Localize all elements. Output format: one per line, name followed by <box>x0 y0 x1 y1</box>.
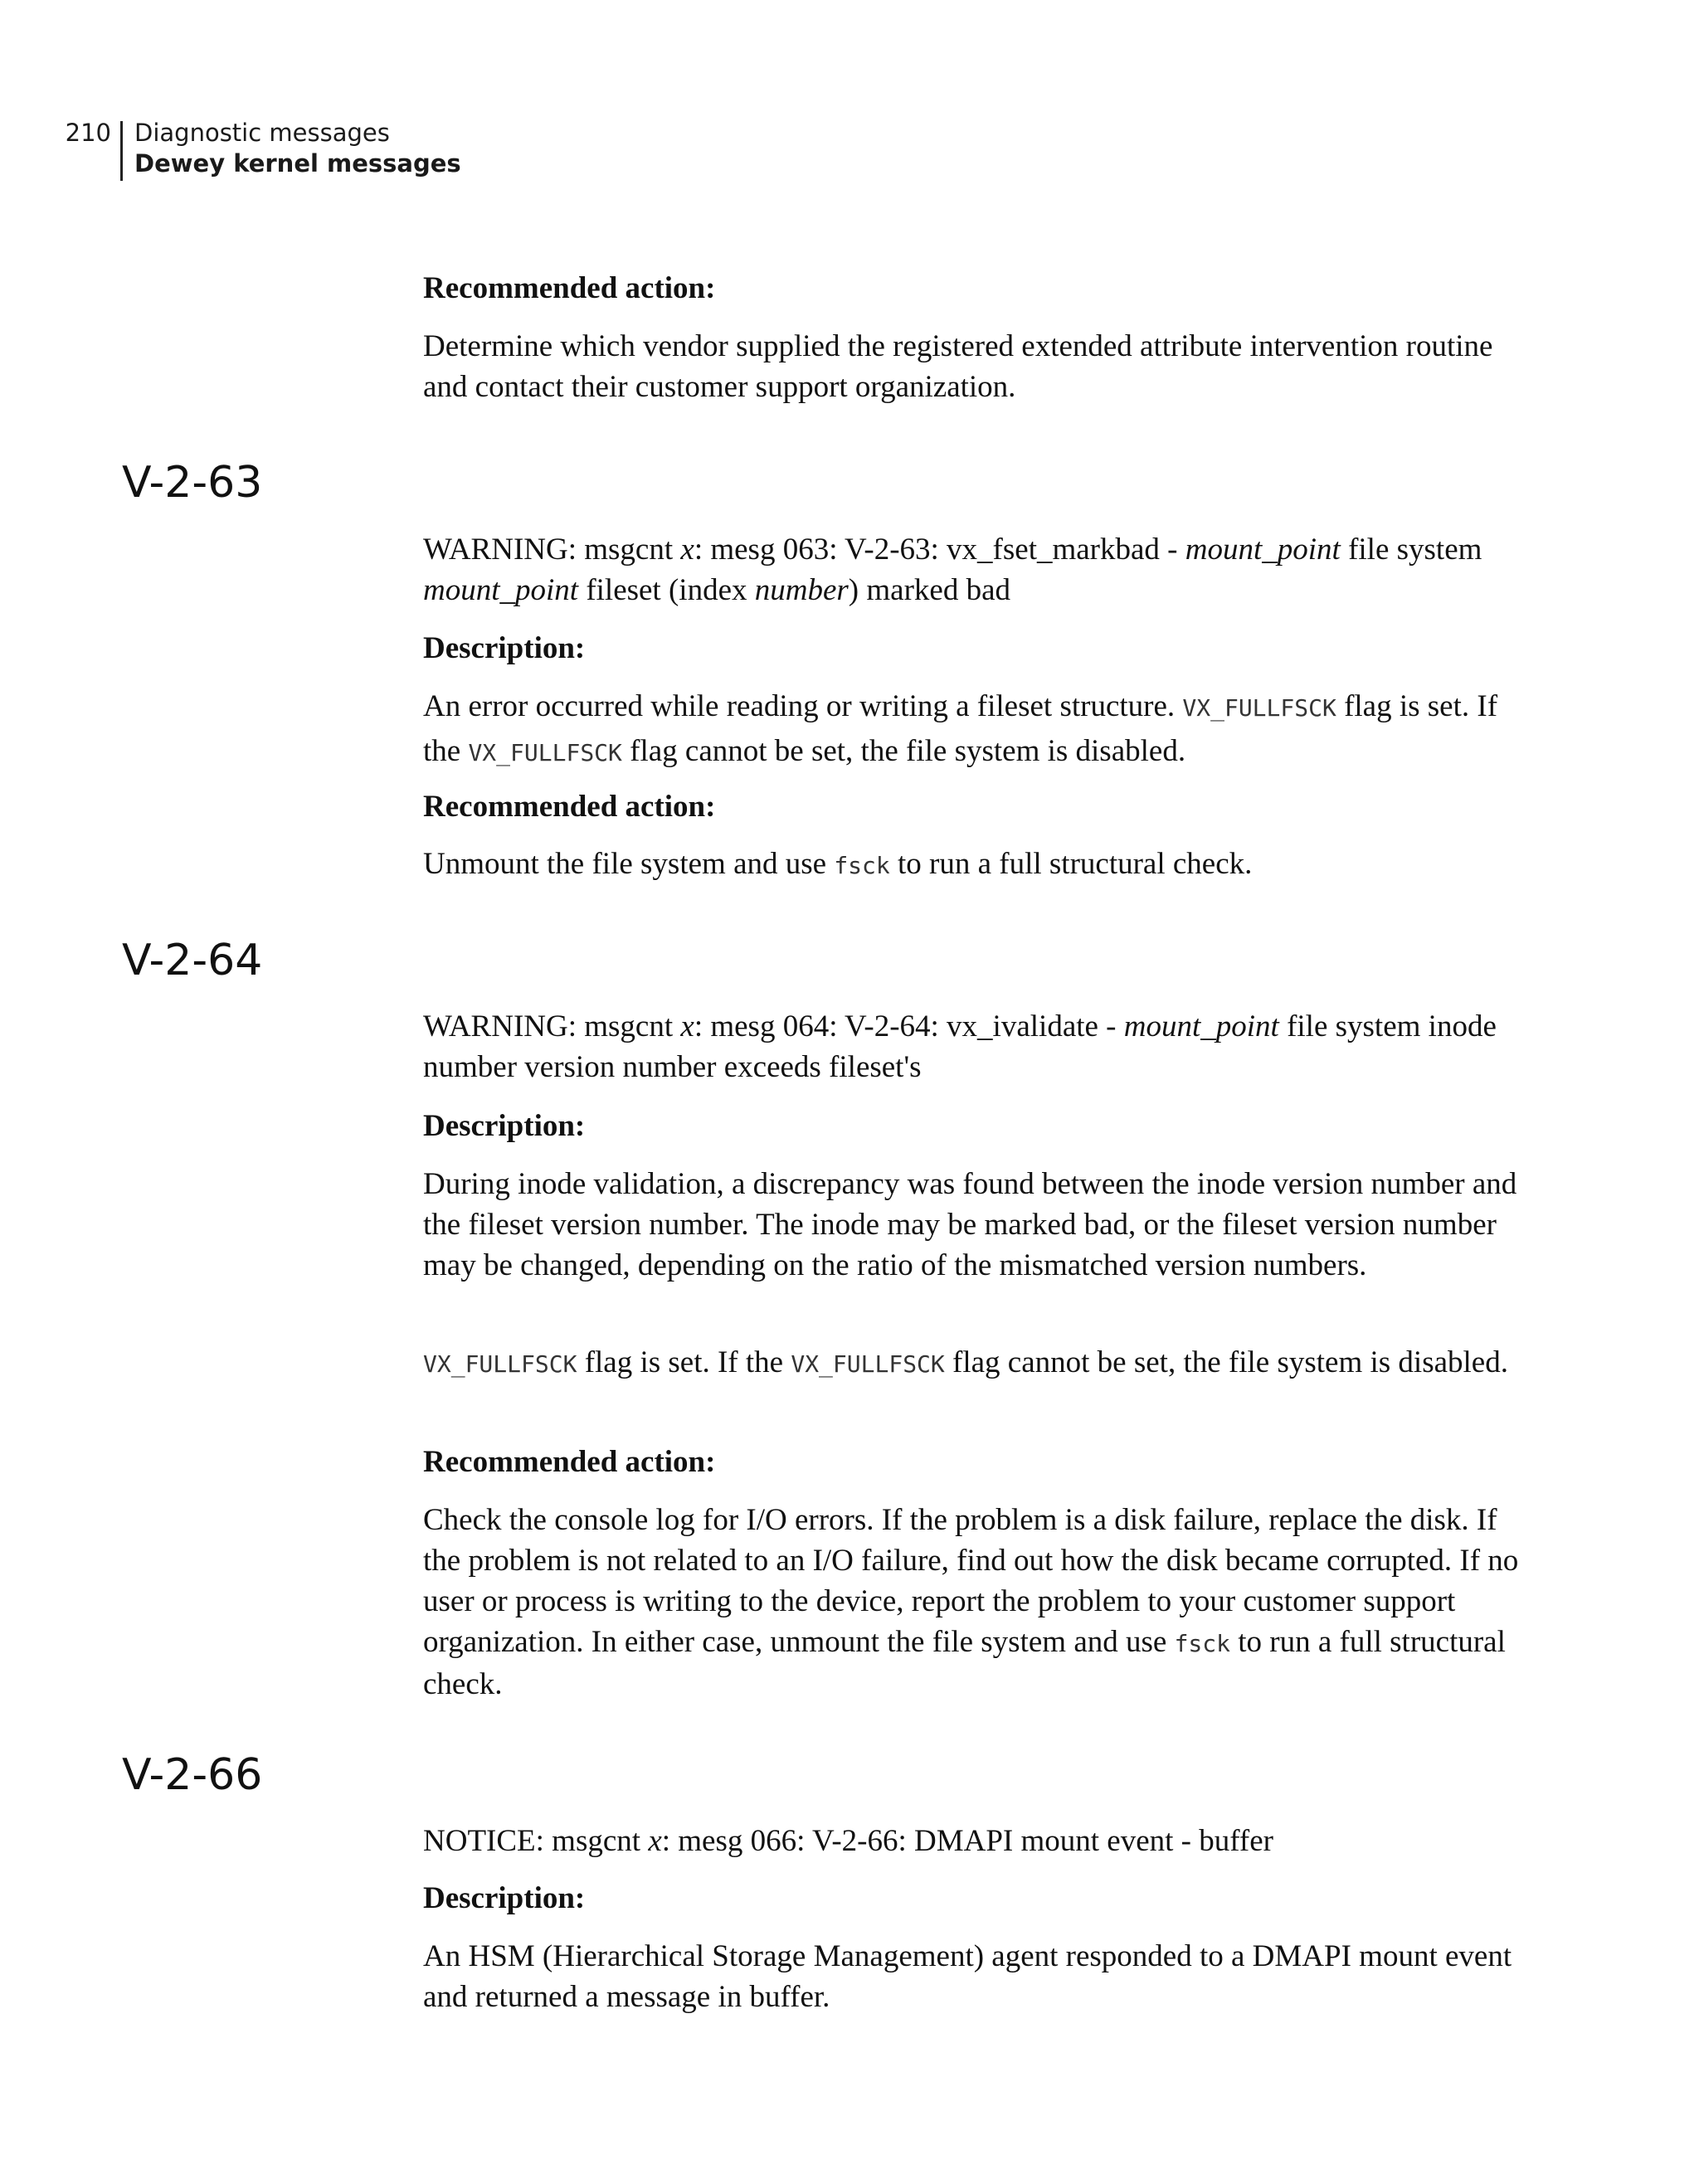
header-titles <box>134 118 461 179</box>
page-number: 210 <box>65 119 111 147</box>
intro-recommended-text-block <box>423 326 1526 407</box>
header-divider <box>120 121 123 181</box>
chapter-title: Diagnostic messages <box>134 119 390 147</box>
v264-flag <box>423 1341 1526 1386</box>
v266-description-label-block <box>423 1878 1526 1919</box>
v263-recommended <box>423 844 1526 886</box>
v264-recommended-text: Check the console log for I/O errors. If the problem is a disk failure, replace the disk. If the problem is not related to an I/O failure, find out how the disk became corrupted. If no user or process is writing to the device, report the problem to your customer support organization. In either case, unmount the file system and use fsck to run a full structural check. <box>423 1503 1519 1701</box>
v263-description <box>423 685 1526 775</box>
v264-recommended-label: Recommended action: <box>423 1445 716 1479</box>
v263-recommended-label-block <box>423 786 1526 827</box>
v263-recommended-label: Recommended action: <box>423 790 716 824</box>
v266-description-text: An HSM (Hierarchical Storage Management) agent responded to a DMAPI mount event and returned a message in buffer. <box>423 1939 1512 2014</box>
v266-message-text: NOTICE: msgcnt x: mesg 066: V-2-66: DMAPI mount event - buffer <box>423 1824 1273 1858</box>
v264-recommended <box>423 1500 1526 1705</box>
intro-recommended-label-block <box>423 268 1526 309</box>
section-title: Dewey kernel messages <box>134 149 461 178</box>
v266-message <box>423 1821 1526 1861</box>
v263-message <box>423 529 1526 610</box>
v264-message-text: WARNING: msgcnt x: mesg 064: V-2-64: vx_ivalidate - mount_point file system inode number version number exceeds fileset's <box>423 1009 1497 1084</box>
v264-recommended-label-block <box>423 1442 1526 1482</box>
heading-v-2-64: V-2-64 <box>122 936 263 985</box>
v264-description <box>423 1164 1526 1286</box>
v263-recommended-text: Unmount the file system and use fsck to run a full structural check. <box>423 847 1253 881</box>
v263-description-label: Description: <box>423 631 586 665</box>
v263-description-text: An error occurred while reading or writing a fileset structure. VX_FULLFSCK flag is set. If the VX_FULLFSCK flag cannot be set, the file system is disabled. <box>423 689 1498 768</box>
heading-v-2-66: V-2-66 <box>122 1750 263 1800</box>
v264-message <box>423 1006 1526 1087</box>
v263-description-label-block <box>423 628 1526 669</box>
v266-description-label: Description: <box>423 1881 586 1915</box>
v264-description-label: Description: <box>423 1109 586 1143</box>
intro-recommended-label: Recommended action: <box>423 271 716 305</box>
heading-v-2-63: V-2-63 <box>122 458 263 508</box>
v266-description <box>423 1936 1526 2017</box>
v264-description-label-block <box>423 1106 1526 1146</box>
v263-message-text: WARNING: msgcnt x: mesg 063: V-2-63: vx_fset_markbad - mount_point file system mount_point fileset (index number) marked bad <box>423 533 1482 607</box>
v264-description-text: During inode validation, a discrepancy was found between the inode version number and the fileset version number. The inode may be marked bad, or the fileset version number may be changed, depending on the ratio of the mismatched version numbers. <box>423 1167 1517 1282</box>
intro-recommended-text: Determine which vendor supplied the registered extended attribute intervention routine and contact their customer support organization. <box>423 329 1493 404</box>
v264-flag-text: VX_FULLFSCK flag is set. If the VX_FULLFSCK flag cannot be set, the file system is disabled. <box>423 1345 1508 1379</box>
